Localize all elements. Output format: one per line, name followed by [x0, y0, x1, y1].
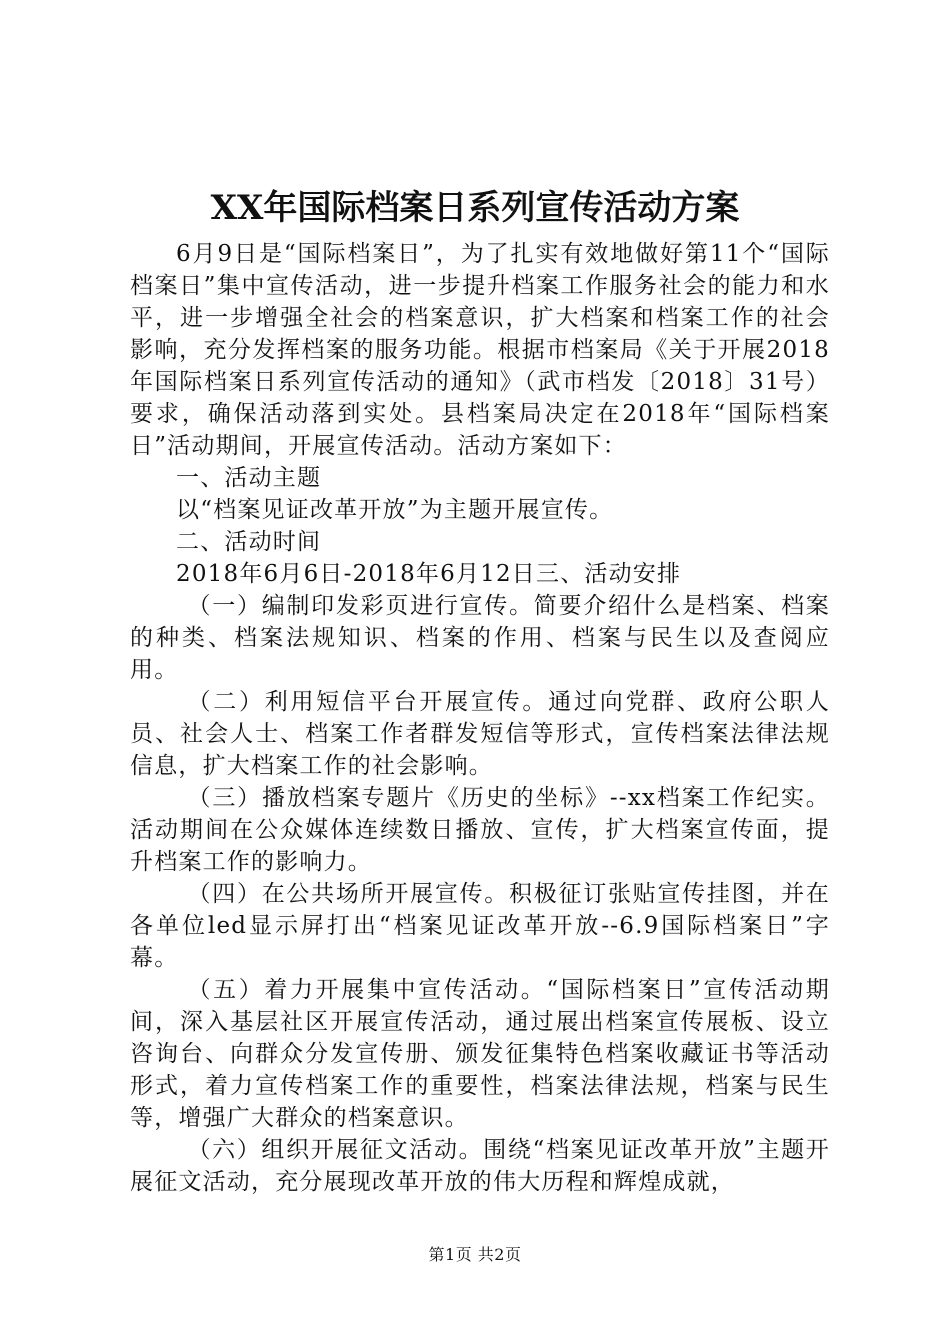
theme-paragraph: 以“档案见证改革开放”为主题开展宣传。: [176, 497, 614, 523]
document-title: XX年国际档案日系列宣传活动方案: [210, 188, 740, 228]
arrangement-item-1: （一）编制印发彩页进行宣传。简要介绍什么是档案、档案的种类、档案法规知识、档案的作用、档案与民生以及查阅应用。: [130, 593, 830, 683]
arrangement-item-4: （四）在公共场所开展宣传。积极征订张贴宣传挂图，并在各单位led显示屏打出“档案见证改革开放--6.9国际档案日”字幕。: [130, 881, 830, 971]
time-paragraph: 2018年6月6日-2018年6月12日三、活动安排: [176, 561, 682, 587]
arrangement-item-6: （六）组织开展征文活动。围绕“档案见证改革开放”主题开展征文活动，充分展现改革开放的伟大历程和辉煌成就，: [130, 1137, 830, 1195]
section-heading-theme: 一、活动主题: [176, 465, 322, 491]
page-number-footer: 第1页 共2页: [428, 1245, 522, 1264]
intro-paragraph: 6月9日是“国际档案日”，为了扎实有效地做好第11个“国际档案日”集中宣传活动，进一步提升档案工作服务社会的能力和水平，进一步增强全社会的档案意识，扩大档案和档案工作的社会影响，充分发挥档案的服务功能。根据市档案局《关于开展2018年国际档案日系列宣传活动的通知》（武市档发〔2018〕31号）要求，确保活动落到实处。县档案局决定在2018年“国际档案日”活动期间，开展宣传活动。活动方案如下：: [130, 241, 830, 459]
arrangement-item-3: （三）播放档案专题片《历史的坐标》--xx档案工作纪实。活动期间在公众媒体连续数日播放、宣传，扩大档案宣传面，提升档案工作的影响力。: [130, 785, 830, 875]
arrangement-item-5: （五）着力开展集中宣传活动。“国际档案日”宣传活动期间，深入基层社区开展宣传活动，通过展出档案宣传展板、设立咨询台、向群众分发宣传册、颁发征集特色档案收藏证书等活动形式，着力宣传档案工作的重要性，档案法律法规，档案与民生等，增强广大群众的档案意识。: [130, 977, 830, 1131]
arrangement-item-2: （二）利用短信平台开展宣传。通过向党群、政府公职人员、社会人士、档案工作者群发短信等形式，宣传档案法律法规信息，扩大档案工作的社会影响。: [130, 689, 830, 779]
document-body: [130, 238, 830, 1198]
section-heading-time: 二、活动时间: [176, 529, 322, 555]
